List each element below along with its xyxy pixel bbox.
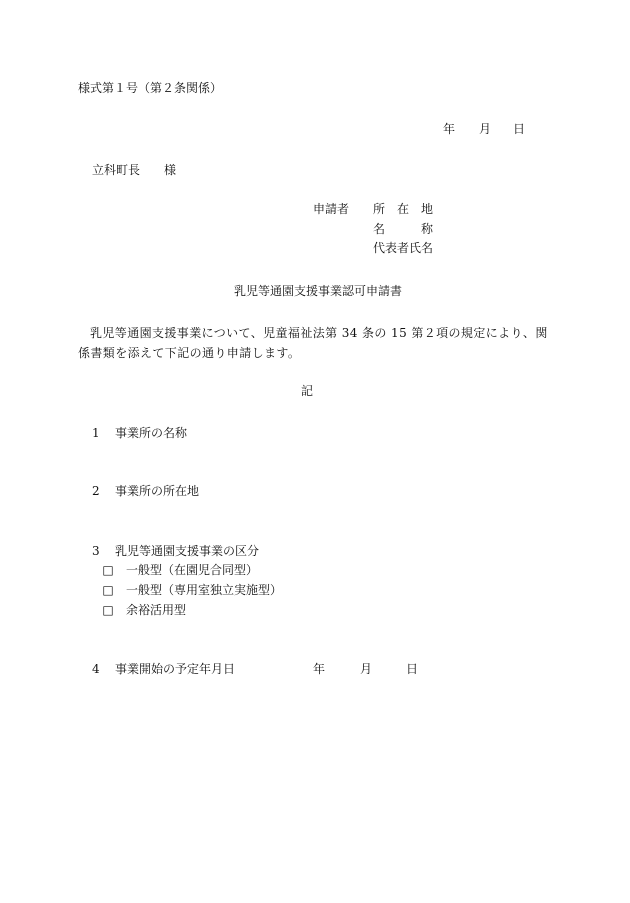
section-label: 事業所の所在地 <box>115 484 200 498</box>
date-year-label: 年 <box>443 122 456 136</box>
start-date-day-label: 日 <box>406 662 419 676</box>
start-date-month-label: 月 <box>360 662 373 676</box>
section-number: 4 <box>92 662 100 676</box>
section-number: 1 <box>92 426 100 440</box>
ki-heading: 記 <box>301 384 314 398</box>
section-label: 事業所の名称 <box>115 426 188 440</box>
checkbox-icon[interactable]: □ <box>102 563 114 577</box>
checkbox-icon[interactable]: □ <box>102 603 114 617</box>
option-label: 一般型（在園児合同型） <box>126 563 259 577</box>
date-day-label: 日 <box>513 122 526 136</box>
option-general-joint[interactable] <box>102 562 258 578</box>
section-label: 事業開始の予定年月日 <box>115 662 236 676</box>
section-label: 乳児等通園支援事業の区分 <box>115 544 260 558</box>
option-label: 一般型（専用室独立実施型） <box>126 583 283 597</box>
body-paragraph: 乳児等通園支援事業について、児童福祉法第 34 条の 15 第２項の規定により、関係書類を添えて下記の通り申請します。 <box>78 326 548 360</box>
representative-label: 代表者氏名 <box>373 241 434 255</box>
name-label: 名 称 <box>373 222 434 236</box>
address-label: 所 在 地 <box>373 202 434 216</box>
option-label: 余裕活用型 <box>126 603 187 617</box>
date-month-label: 月 <box>479 122 492 136</box>
addressee: 立科町長 様 <box>92 163 177 177</box>
start-date-year-label: 年 <box>313 662 326 676</box>
section-number: 3 <box>92 544 100 558</box>
form-number: 様式第１号（第２条関係） <box>78 81 223 95</box>
section-number: 2 <box>92 484 100 498</box>
option-general-dedicated[interactable] <box>102 582 282 598</box>
document-title: 乳児等通園支援事業認可申請書 <box>234 284 403 298</box>
option-spare-capacity[interactable] <box>102 602 186 618</box>
applicant-label: 申請者 <box>313 202 350 216</box>
checkbox-icon[interactable]: □ <box>102 583 114 597</box>
